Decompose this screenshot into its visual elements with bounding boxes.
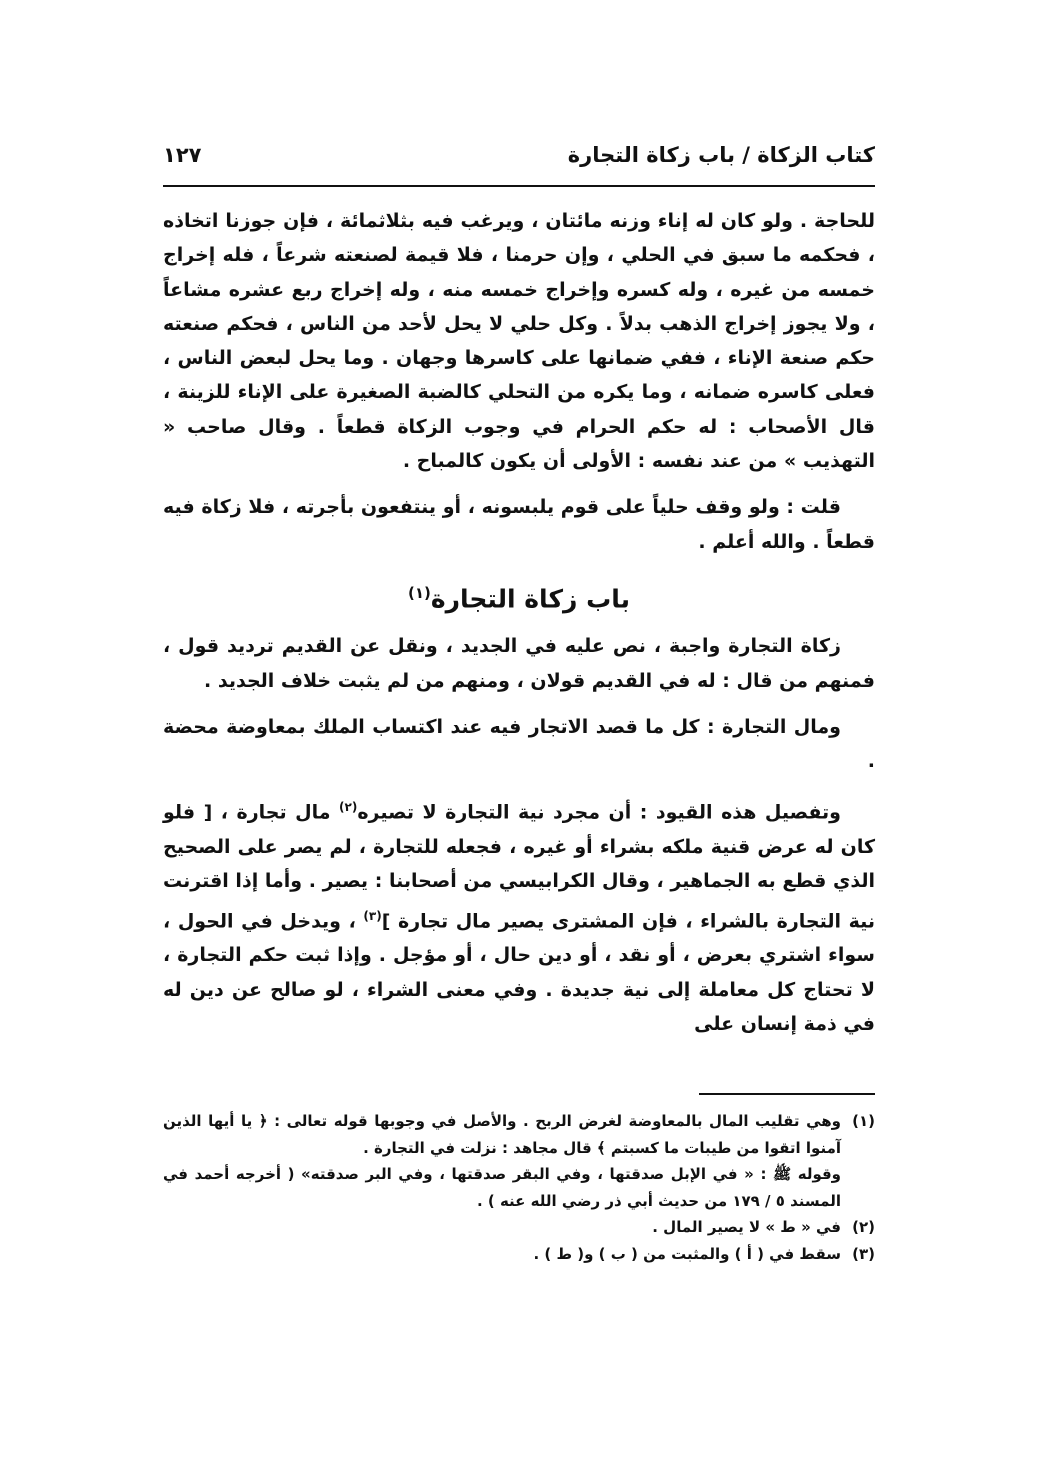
paragraph: للحاجة . ولو كان له إناء وزنه مائتان ، ويرغب فيه بثلاثمائة ، فإن جوزنا اتخاذه ، فحكمه ما سبق في الحلي ، وإن حرمنا ، فلا قيمة لصنعته شرعاً ، فله إخراج خمسه من غيره ، وله كسره وإخراج خمسه منه ، وله إخراج ربع عشره مشاعاً ، ولا يجوز إخراج الذهب بدلاً . وكل حلي لا يحل لأحد من الناس ، فحكم صنعته حكم صنعة الإناء ، ففي ضمانها على كاسرها وجهان . وما يحل لبعض الناس ، فعلى كاسره ضمانه ، وما يكره من التحلي كالضبة الصغيرة على الإناء للزينة ، قال الأصحاب : له حكم الحرام في وجوب الزكاة قطعاً . وقال صاحب « التهذيب » من عند نفسه : الأولى أن يكون كالمباح . [163,210,875,473]
footnotes [163,1108,875,1267]
page-number: ١٢٧ [163,143,202,167]
footnote [163,1241,875,1268]
section-title-text: باب زكاة التجارة [430,584,630,614]
main-text [163,204,875,1053]
footnote-ref: (٣) [363,908,382,923]
footnote-text: وهي تقليب المال بالمعاوضة لغرض الربح . والأصل في وجوبها قوله تعالى : ﴿ يا أيها الذين آمنوا اتقوا من طيبات ما كسبتم ﴾ قال مجاهد : نزلت في التجارة . [163,1112,841,1157]
paragraph: ومال التجارة : كل ما قصد الاتجار فيه عند اكتساب الملك بمعاوضة محضة . [163,715,875,773]
paragraph: قلت : ولو وقف حلياً على قوم يلبسونه ، أو ينتفعون بأجرته ، فلا زكاة فيه قطعاً . والله أعلم . [163,496,875,553]
footnote [163,1108,875,1161]
paragraph-text: مال تجارة ، [ فلو كان له عرض قنية ملكه بشراء أو غيره ، فجعله للتجارة ، لم يصر على الصحيح الذي قطع به الجماهير ، وقال الكرابيسي من أصحابنا : يصير . وأما إذا اقترنت نية التجارة بالشراء ، فإن المشترى يصير مال تجارة ] [163,801,875,933]
paragraph: زكاة التجارة واجبة ، نص عليه في الجديد ، ونقل عن القديم ترديد قول ، فمنهم من قال : له في القديم قولان ، ومنهم من لم يثبت خلاف الجديد . [163,635,875,692]
footnote-ref: (١) [408,583,431,602]
paragraph-text: وتفصيل هذه القيود : أن مجرد نية التجارة لا تصيره [357,801,841,824]
footnote-divider [699,1093,875,1095]
footnote-number: (١) [852,1112,875,1130]
footnote-number: (٢) [852,1218,875,1236]
footnote-number: (٣) [852,1244,875,1263]
header-title: كتاب الزكاة / باب زكاة التجارة [567,143,875,167]
section-title [163,573,875,619]
footnote [163,1214,875,1241]
footnote-text: سقط في ( أ ) والمثبت من ( ب ) و( ط ) . [533,1244,841,1263]
footnote-text: وقوله ﷺ : « في الإبل صدقتها ، وفي البقر صدقتها ، وفي البر صدقته» ( أخرجه أحمد في المسند ٥ / ١٧٩ من حديث أبي ذر رضي الله عنه ) . [163,1165,841,1210]
footnote-ref: (٢) [339,800,358,815]
header-divider [163,185,875,187]
footnote-text: في « ط » لا يصير المال . [652,1218,841,1236]
footnote [163,1161,875,1214]
paragraph [163,790,875,1041]
paragraph-text: ، ويدخل في الحول ، سواء اشتري بعرض ، أو نقد ، أو دين حال ، أو مؤجل . وإذا ثبت حكم التجارة ، لا تحتاج كل معاملة إلى نية جديدة . وفي معنى الشراء ، لو صالح عن دين له في ذمة إنسان على [163,910,875,1035]
running-header [163,143,875,167]
